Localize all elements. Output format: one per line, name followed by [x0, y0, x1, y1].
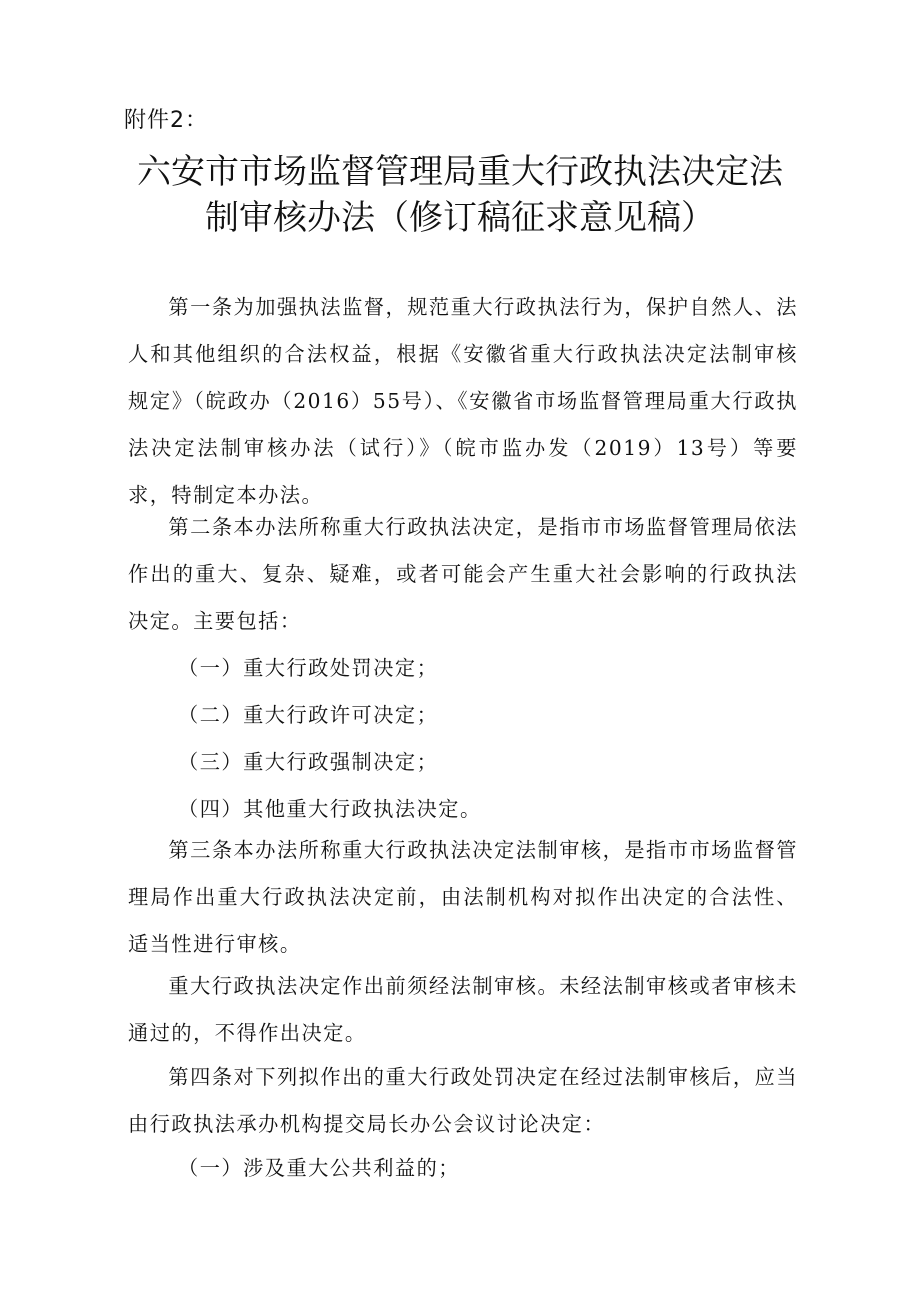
article-3-paragraph-2: 重大行政执法决定作出前须经法制审核。未经法制审核或者审核未通过的，不得作出决定。 [128, 974, 798, 1045]
article-2-item-4: （四）其他重大行政执法决定。 [178, 797, 482, 821]
article-3-paragraph: 第三条本办法所称重大行政执法决定法制审核，是指市市场监督管理局作出重大行政执法决定前，由法制机构对拟作出决定的合法性、适当性进行审核。 [128, 838, 798, 956]
article-4-paragraph: 第四条对下列拟作出的重大行政处罚决定在经过法制审核后，应当由行政执法承办机构提交局长办公会议讨论决定： [128, 1065, 798, 1136]
article-2-item-2: （二）重大行政许可决定； [178, 703, 439, 727]
document-title-line-2: 制审核办法（修订稿征求意见稿） [205, 198, 715, 238]
attachment-label: 附件2： [124, 108, 208, 133]
article-1-paragraph: 第一条为加强执法监督，规范重大行政执法行为，保护自然人、法人和其他组织的合法权益，根据《安徽省重大行政执法决定法制审核规定》（皖政办（2016）55号）、《安徽省市场监督管理局重大行政执法决定法制审核办法（试行）》（皖市监办发（2019）13号）等要求，特制定本办法。 [128, 295, 798, 507]
article-2-paragraph: 第二条本办法所称重大行政执法决定，是指市市场监督管理局依法作出的重大、复杂、疑难，或者可能会产生重大社会影响的行政执法决定。主要包括： [128, 515, 798, 633]
article-2-item-1: （一）重大行政处罚决定； [178, 656, 439, 680]
article-2-item-3: （三）重大行政强制决定； [178, 750, 439, 774]
document-title-line-1: 六安市市场监督管理局重大行政执法决定法 [137, 152, 783, 192]
article-4-item-1: （一）涉及重大公共利益的； [178, 1156, 460, 1180]
